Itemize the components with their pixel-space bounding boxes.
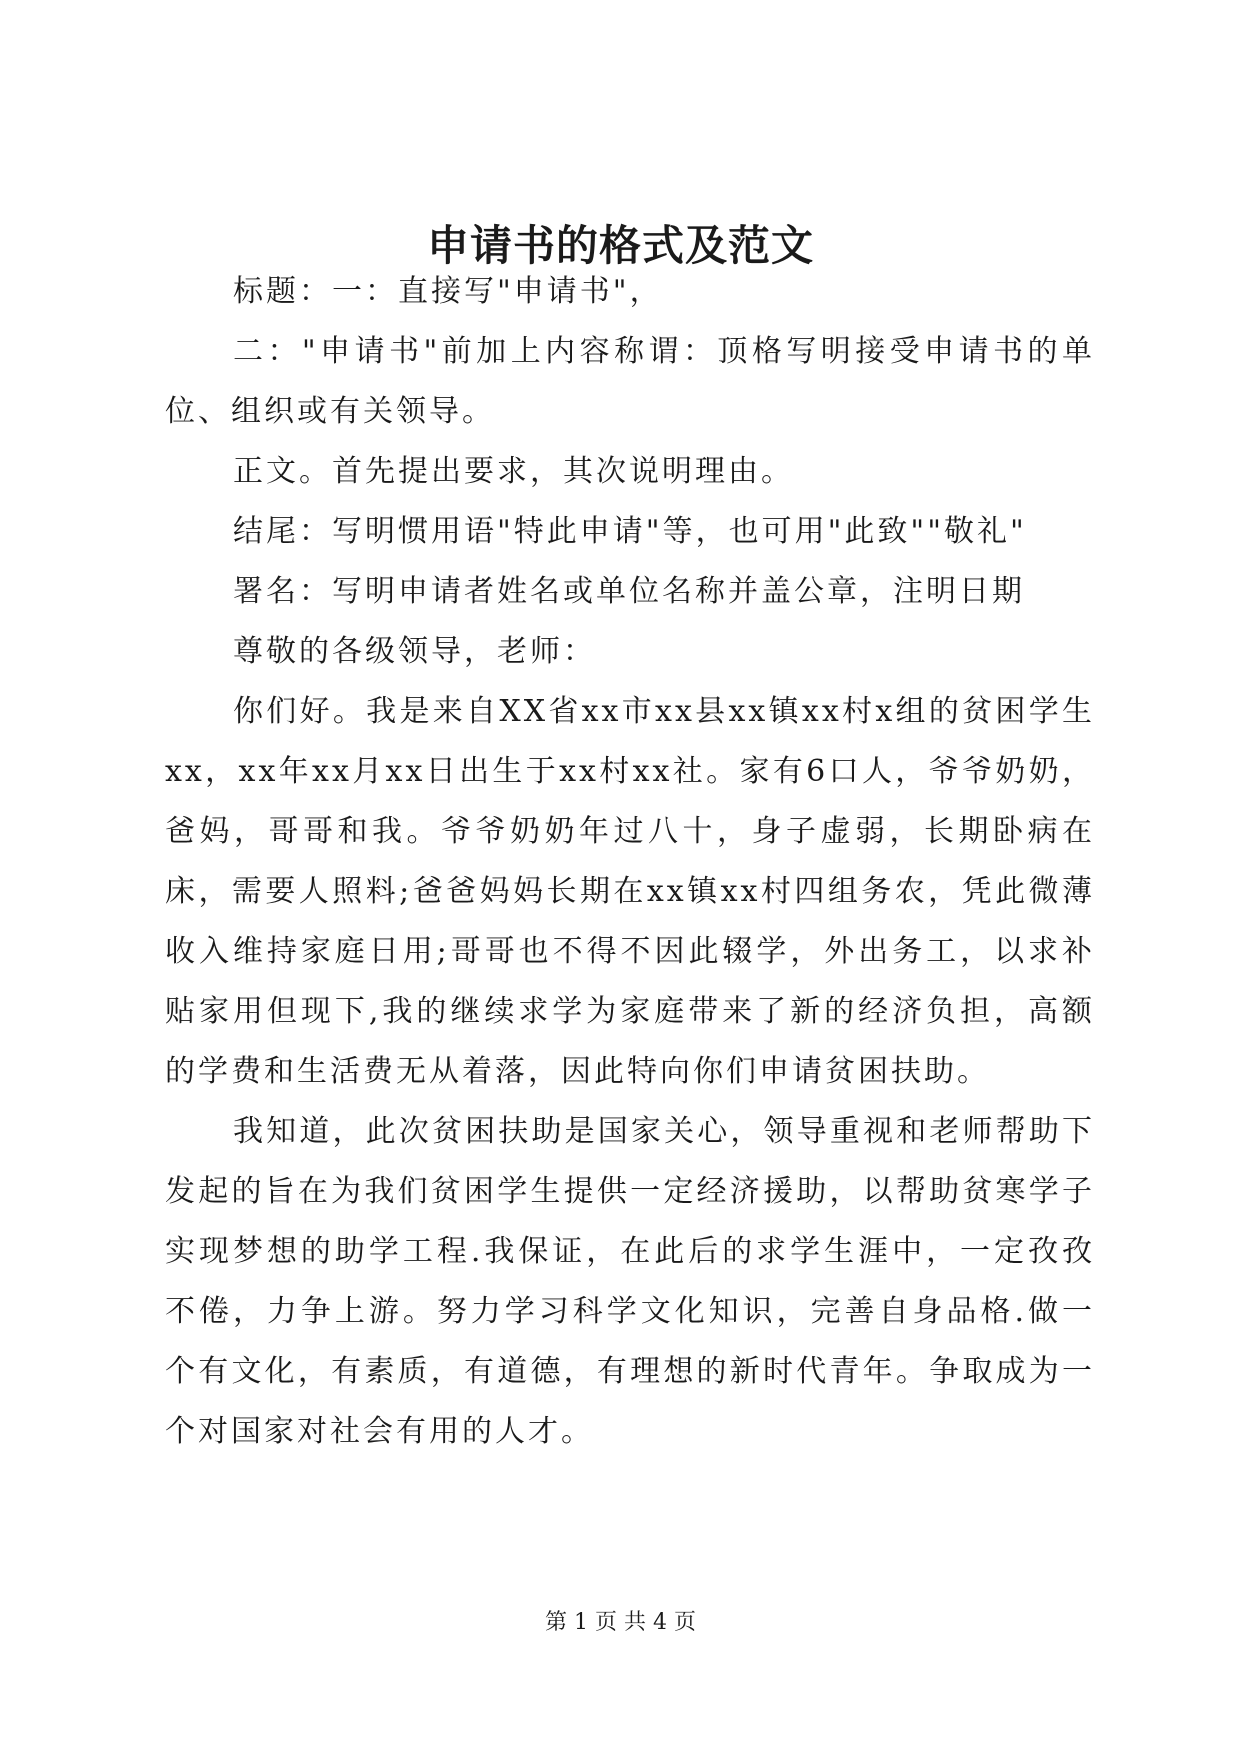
paragraph-greeting: 尊敬的各级领导，老师： bbox=[233, 634, 596, 669]
paragraph-salutation-format: 二："申请书"前加上内容称谓：顶格写明接受申请书的单位、组织或有关领导。 bbox=[165, 334, 1095, 429]
paragraph-signature-format: 署名：写明申请者姓名或单位名称并盖公章，注明日期 bbox=[233, 574, 1025, 609]
paragraph-closing-format: 结尾：写明惯用语"特此申请"等，也可用"此致""敬礼" bbox=[233, 514, 1027, 549]
document-body bbox=[165, 262, 1095, 1462]
document-title: 申请书的格式及范文 bbox=[426, 221, 814, 270]
paragraph-body-format: 正文。首先提出要求，其次说明理由。 bbox=[233, 454, 794, 489]
page-number-footer: 第 1 页 共 4 页 bbox=[545, 1610, 696, 1635]
paragraph-background: 你们好。我是来自XX省xx市xx县xx镇xx村x组的贫困学生xx，xx年xx月xx日出生于xx村xx社。家有6口人，爷爷奶奶，爸妈，哥哥和我。爷爷奶奶年过八十，身子虚弱，长期卧病在床，需要人照料;爸爸妈妈长期在xx镇xx村四组务农，凭此微薄收入维持家庭日用;哥哥也不得不因此辍学，外出务工，以求补贴家用但现下,我的继续求学为家庭带来了新的经济负担，高额的学费和生活费无从着落，因此特向你们申请贫困扶助。 bbox=[165, 694, 1095, 1089]
paragraph-title-format: 标题：一：直接写"申请书"， bbox=[233, 274, 663, 309]
paragraph-pledge: 我知道，此次贫困扶助是国家关心，领导重视和老师帮助下发起的旨在为我们贫困学生提供一定经济援助，以帮助贫寒学子实现梦想的助学工程.我保证，在此后的求学生涯中，一定孜孜不倦，力争上游。努力学习科学文化知识，完善自身品格.做一个有文化，有素质，有道德，有理想的新时代青年。争取成为一个对国家对社会有用的人才。 bbox=[165, 1114, 1095, 1449]
